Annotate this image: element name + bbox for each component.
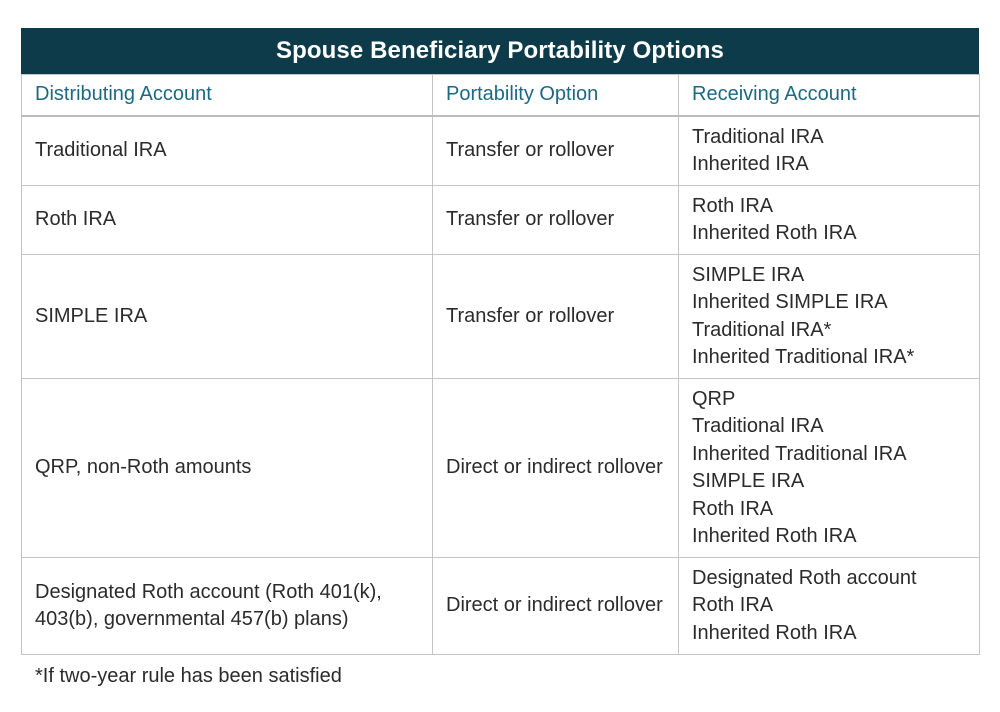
receiving-account-item: Inherited Traditional IRA* <box>692 346 915 368</box>
receiving-account-item: Designated Roth account <box>692 566 917 589</box>
receiving-account-cell <box>679 558 980 655</box>
table-row <box>22 379 980 558</box>
header-portability-option: Portability Option <box>433 75 679 117</box>
receiving-account-item: Traditional IRA* <box>692 318 832 341</box>
table-row <box>22 116 980 186</box>
table-row <box>22 255 980 379</box>
distributing-account-cell: Traditional IRA <box>22 116 433 186</box>
receiving-account-item: SIMPLE IRA <box>692 470 805 492</box>
receiving-account-item: Inherited SIMPLE IRA <box>692 291 888 313</box>
receiving-account-item: Inherited Roth IRA <box>692 525 857 547</box>
receiving-account-cell <box>679 379 980 558</box>
receiving-account-item: Inherited IRA <box>692 153 809 175</box>
portability-option-cell: Direct or indirect rollover <box>433 558 679 655</box>
portability-table-document <box>21 28 979 655</box>
receiving-account-cell <box>679 255 980 379</box>
receiving-account-item: Inherited Traditional IRA <box>692 442 907 465</box>
portability-table <box>21 74 980 655</box>
header-distributing-account: Distributing Account <box>22 75 433 117</box>
distributing-account-cell: Roth IRA <box>22 186 433 255</box>
receiving-account-item: Inherited Roth IRA <box>692 222 857 244</box>
portability-option-cell: Transfer or rollover <box>433 116 679 186</box>
receiving-account-item: SIMPLE IRA <box>692 263 805 286</box>
distributing-account-cell: QRP, non-Roth amounts <box>22 379 433 558</box>
header-receiving-account: Receiving Account <box>679 75 980 117</box>
receiving-account-item: Roth IRA <box>692 594 774 617</box>
table-row <box>22 186 980 255</box>
footnote: *If two-year rule has been satisfied <box>35 665 342 687</box>
receiving-account-cell <box>679 116 980 186</box>
receiving-account-item: Roth IRA <box>692 194 774 217</box>
table-title: Spouse Beneficiary Portability Options <box>21 28 979 74</box>
receiving-account-item: Traditional IRA <box>692 125 824 148</box>
header-row <box>22 75 980 117</box>
portability-option-cell: Direct or indirect rollover <box>433 379 679 558</box>
portability-option-cell: Transfer or rollover <box>433 255 679 379</box>
receiving-account-item: Roth IRA <box>692 497 774 520</box>
portability-option-cell: Transfer or rollover <box>433 186 679 255</box>
receiving-account-item: Inherited Roth IRA <box>692 621 857 644</box>
receiving-account-cell <box>679 186 980 255</box>
receiving-account-item: QRP <box>692 387 736 410</box>
receiving-account-item: Traditional IRA <box>692 415 824 437</box>
distributing-account-cell: Designated Roth account (Roth 401(k), 403(b), governmental 457(b) plans) <box>22 558 433 655</box>
distributing-account-cell: SIMPLE IRA <box>22 255 433 379</box>
table-row <box>22 558 980 655</box>
